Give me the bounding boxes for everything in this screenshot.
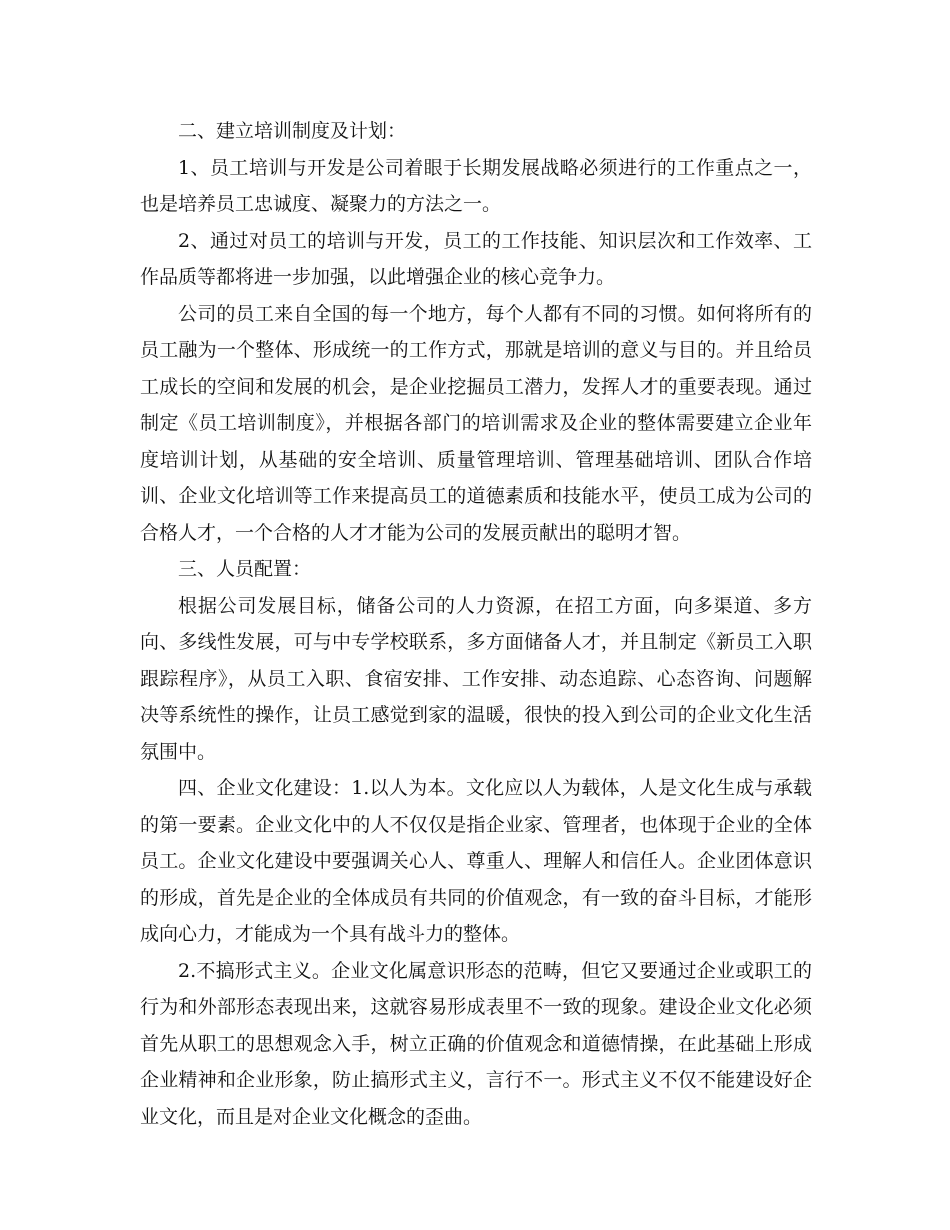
paragraph-training-1: 1、员工培训与开发是公司着眼于长期发展战略必须进行的工作重点之一，也是培养员工忠诚度、凝聚力的方法之一。 (140, 156, 812, 215)
paragraph-training-2: 2、通过对员工的培训与开发，员工的工作技能、知识层次和工作效率、工作品质等都将进一步加强，以此增强企业的核心竞争力。 (140, 229, 812, 288)
section-heading-training: 二、建立培训制度及计划： (178, 120, 407, 142)
paragraph-staffing: 根据公司发展目标，储备公司的人力资源，在招工方面，向多渠道、多方向、多线性发展，可与中专学校联系，多方面储备人才，并且制定《新员工入职跟踪程序》，从员工入职、食宿安排、工作安排、动态追踪、心态咨询、问题解决等系统性的操作，让员工感觉到家的温暖，很快的投入到公司的企业文化生活氛围中。 (140, 594, 812, 763)
document-body (140, 113, 812, 1135)
section-heading-staffing: 三、人员配置： (178, 558, 312, 580)
paragraph-culture-2: 2.不搞形式主义。企业文化属意识形态的范畴，但它又要通过企业或职工的行为和外部形态表现出来，这就容易形成表里不一致的现象。建设企业文化必须首先从职工的思想观念入手，树立正确的价值观念和道德情操，在此基础上形成企业精神和企业形象，防止搞形式主义，言行不一。形式主义不仅不能建设好企业文化，而且是对企业文化概念的歪曲。 (140, 959, 812, 1128)
paragraph-training-details: 公司的员工来自全国的每一个地方，每个人都有不同的习惯。如何将所有的员工融为一个整体、形成统一的工作方式，那就是培训的意义与目的。并且给员工成长的空间和发展的机会，是企业挖掘员工潜力，发挥人才的重要表现。通过制定《员工培训制度》，并根据各部门的培训需求及企业的整体需要建立企业年度培训计划，从基础的安全培训、质量管理培训、管理基础培训、团队合作培训、企业文化培训等工作来提高员工的道德素质和技能水平，使员工成为公司的合格人才，一个合格的人才才能为公司的发展贡献出的聪明才智。 (140, 302, 812, 544)
paragraph-culture-1: 四、企业文化建设：1.以人为本。文化应以人为载体，人是文化生成与承载的第一要素。企业文化中的人不仅仅是指企业家、管理者，也体现于企业的全体员工。企业文化建设中要强调关心人、尊重人、理解人和信任人。企业团体意识的形成，首先是企业的全体成员有共同的价值观念，有一致的奋斗目标，才能形成向心力，才能成为一个具有战斗力的整体。 (140, 777, 812, 945)
